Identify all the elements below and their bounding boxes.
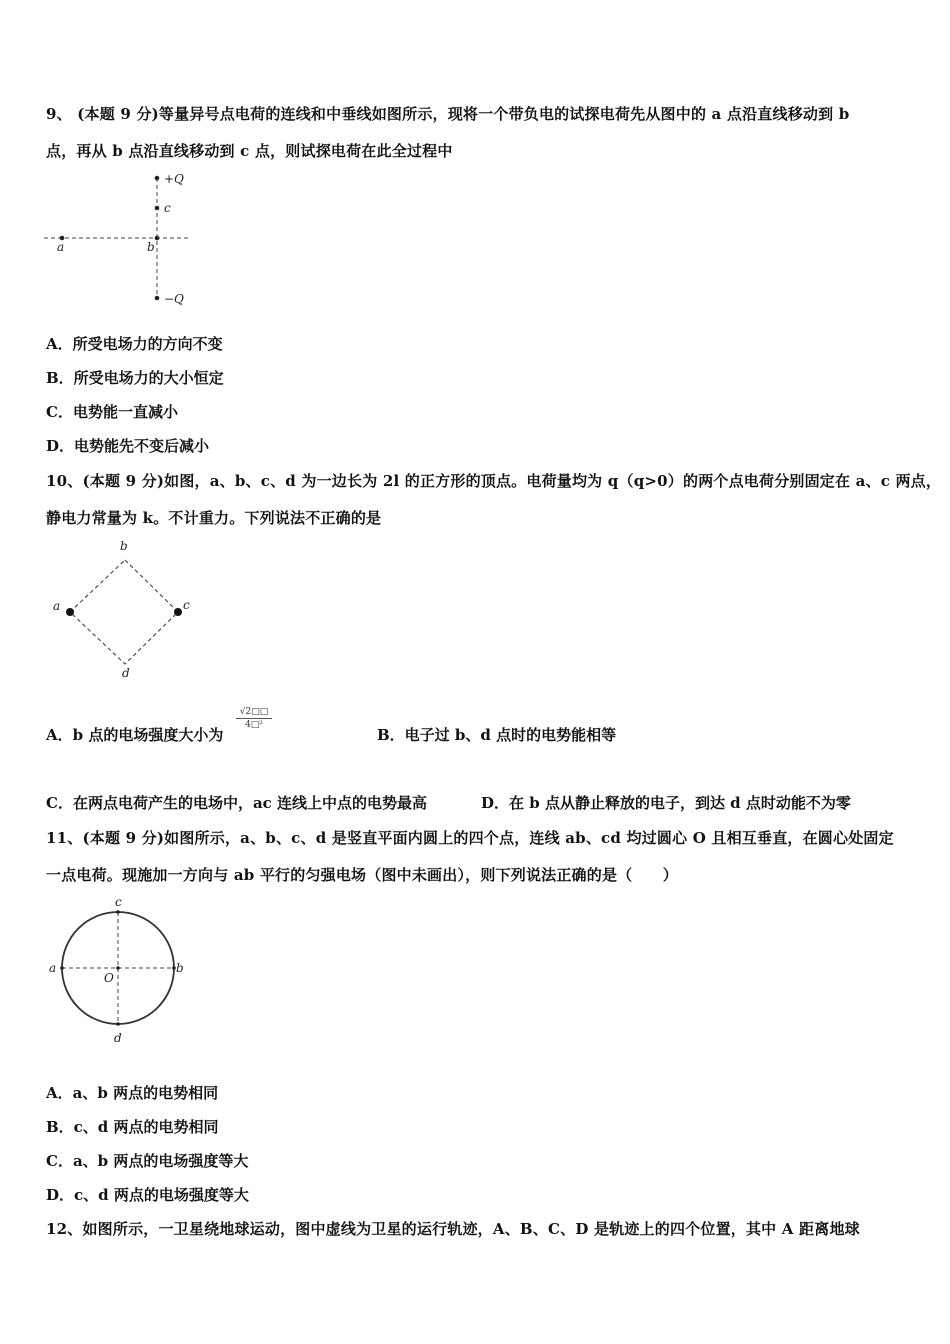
- q9-option-c: C．电势能一直减小: [46, 403, 178, 421]
- q9-figure: [40, 168, 210, 310]
- q9-option-d: D．电势能先不变后减小: [46, 437, 210, 455]
- q9-stem-line1: 9、 (本题 9 分)等量异号点电荷的连线和中垂线如图所示，现将一个带负电的试探电荷先从图中的 a 点沿直线移动到 b: [46, 105, 850, 123]
- q11-option-c: C．a、b 两点的电场强度等大: [46, 1152, 249, 1170]
- q10-a-charge-dot: [66, 608, 74, 616]
- q9-label-minus-q: −Q: [164, 292, 184, 306]
- q11-label-o: O: [104, 971, 114, 985]
- q10-figure: [45, 538, 205, 683]
- q10-stem-line2: 静电力常量为 k。不计重力。下列说法不正确的是: [46, 509, 382, 527]
- q9-option-a: A．所受电场力的方向不变: [46, 335, 223, 353]
- q9-b-dot: [155, 236, 160, 241]
- q9-label-plus-q: +Q: [164, 172, 184, 186]
- q10-fraction-denominator: 4□²: [245, 720, 263, 730]
- q11-option-b: B．c、d 两点的电势相同: [46, 1118, 219, 1136]
- q11-c-point: [116, 910, 120, 914]
- q11-figure: [45, 895, 195, 1050]
- q10-label-d: d: [122, 666, 130, 680]
- q9-stem-line2: 点，再从 b 点沿直线移动到 c 点，则试探电荷在此全过程中: [46, 142, 453, 160]
- q9-label-a: a: [57, 240, 65, 254]
- q10-option-a-fraction: [236, 707, 272, 730]
- q10-fraction-numerator: √2□□: [236, 707, 272, 719]
- q11-stem-line2: 一点电荷。现施加一方向与 ab 平行的匀强电场（图中未画出），则下列说法正确的是（ ）: [46, 866, 678, 884]
- q11-option-a: A．a、b 两点的电势相同: [46, 1084, 219, 1102]
- q12-stem-line1: 12、如图所示，一卫星绕地球运动，图中虚线为卫星的运行轨迹，A、B、C、D 是轨迹上的四个位置，其中 A 距离地球: [46, 1220, 860, 1238]
- q10-c-charge-dot: [174, 608, 182, 616]
- q9-label-b: b: [147, 240, 155, 254]
- q10-square: [70, 560, 178, 664]
- q10-option-a: A．b 点的电场强度大小为: [46, 726, 224, 744]
- q11-stem-line1: 11、(本题 9 分)如图所示，a、b、c、d 是竖直平面内圆上的四个点，连线 ab、cd 均过圆心 O 且相互垂直，在圆心处固定: [46, 829, 894, 847]
- q11-d-point: [116, 1022, 120, 1026]
- q10-label-a: a: [53, 599, 61, 613]
- q10-option-c: C．在两点电荷产生的电场中，ac 连线上中点的电势最高: [46, 794, 428, 812]
- q10-stem-line1: 10、(本题 9 分)如图，a、b、c、d 为一边长为 2l 的正方形的顶点。电荷量均为 q（q>0）的两个点电荷分别固定在 a、c 两点，: [46, 472, 942, 490]
- q9-plus-charge-dot: [155, 176, 160, 181]
- q11-option-d: D．c、d 两点的电场强度等大: [46, 1186, 249, 1204]
- q11-o-point: [116, 966, 120, 970]
- q11-label-b: b: [176, 961, 184, 975]
- q9-option-b: B．所受电场力的大小恒定: [46, 369, 224, 387]
- q11-label-a: a: [49, 961, 57, 975]
- q9-minus-charge-dot: [155, 296, 160, 301]
- q10-option-d: D．在 b 点从静止释放的电子，到达 d 点时动能不为零: [481, 794, 851, 812]
- q10-label-c: c: [183, 598, 190, 612]
- q11-a-point: [60, 966, 64, 970]
- q11-label-c: c: [115, 895, 122, 909]
- q11-label-d: d: [114, 1031, 122, 1045]
- q9-c-dot: [155, 206, 160, 211]
- q9-label-c: c: [164, 201, 171, 215]
- q10-option-b: B．电子过 b、d 点时的电势能相等: [377, 726, 617, 744]
- q10-label-b: b: [120, 539, 128, 553]
